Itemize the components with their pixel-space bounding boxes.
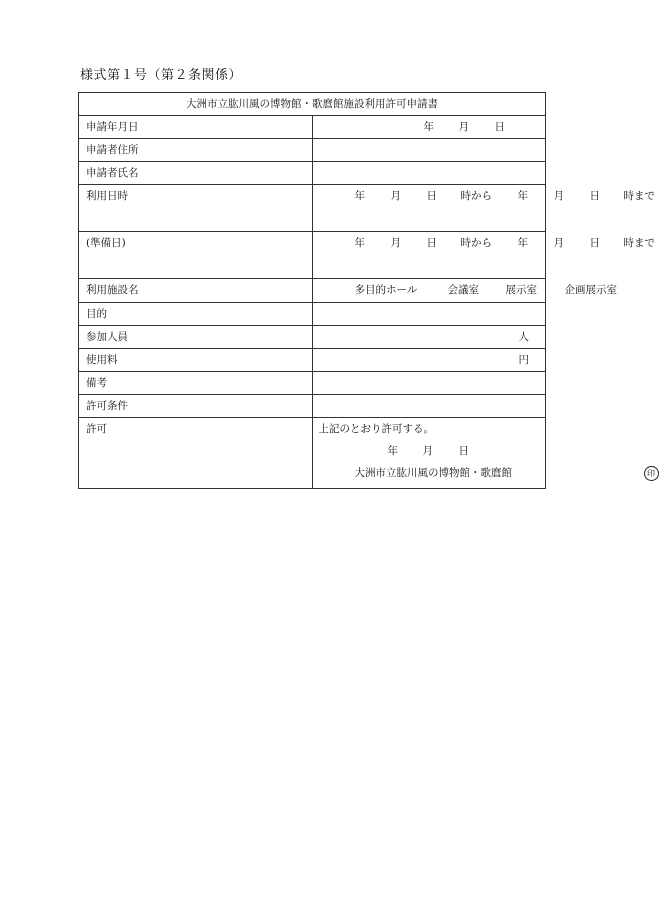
usage-to-year: 年 (517, 190, 528, 202)
name-row (79, 162, 546, 185)
facility-label: 利用施設名 (79, 279, 313, 303)
prep-to-year: 年 (517, 237, 528, 249)
usage-from-time: 時から (460, 190, 492, 202)
prep-to-time: 時まで (623, 237, 655, 249)
usage-datetime-label: 利用日時 (79, 185, 313, 232)
purpose-label: 目的 (79, 303, 313, 326)
conditions-field[interactable] (312, 395, 546, 418)
participants-unit: 人 (518, 331, 529, 343)
purpose-field[interactable] (312, 303, 546, 326)
title-row (79, 93, 546, 116)
prep-day-row (79, 232, 546, 279)
usage-from-year: 年 (354, 190, 365, 202)
name-label: 申請者氏名 (79, 162, 313, 185)
application-date-row (79, 116, 546, 139)
permission-year: 年 (387, 445, 398, 457)
permission-issuer: 大洲市立肱川風の博物館・歌麿館 (354, 467, 512, 479)
conditions-row (79, 395, 546, 418)
form-title: 大洲市立肱川風の博物館・歌麿館施設利用許可申請書 (79, 93, 546, 116)
usage-from-month: 月 (390, 190, 401, 202)
usage-to-month: 月 (553, 190, 564, 202)
prep-from-year: 年 (354, 237, 365, 249)
participants-row (79, 326, 546, 349)
permission-month: 月 (422, 445, 433, 457)
application-date-label: 申請年月日 (79, 116, 313, 139)
application-date-day: 日 (494, 121, 505, 133)
usage-from-day: 日 (426, 190, 437, 202)
usage-to-time: 時まで (623, 190, 655, 202)
facility-option-special-exhibition-room[interactable]: 企画展示室 (564, 284, 617, 296)
permission-label: 許可 (79, 418, 313, 489)
facility-field (312, 279, 617, 303)
prep-day-label: (準備日) (79, 232, 313, 279)
fee-field[interactable] (312, 349, 546, 372)
prep-day-field[interactable] (312, 232, 655, 279)
address-field[interactable] (312, 139, 546, 162)
usage-datetime-field[interactable] (312, 185, 655, 232)
participants-label: 参加人員 (79, 326, 313, 349)
permission-row (79, 418, 546, 489)
address-label: 申請者住所 (79, 139, 313, 162)
application-date-field[interactable] (312, 116, 546, 139)
usage-to-day: 日 (589, 190, 600, 202)
permission-statement: 上記のとおり許可する。 (318, 423, 434, 435)
facility-option-meeting-room[interactable]: 会議室 (447, 284, 479, 296)
participants-field[interactable] (312, 326, 546, 349)
purpose-row (79, 303, 546, 326)
prep-to-day: 日 (589, 237, 600, 249)
application-date-month: 月 (458, 121, 469, 133)
facility-row (79, 279, 546, 303)
prep-to-month: 月 (553, 237, 564, 249)
remarks-label: 備考 (79, 372, 313, 395)
permission-field (312, 418, 655, 489)
fee-label: 使用料 (79, 349, 313, 372)
seal-mark: 印 (644, 466, 659, 481)
application-form-table (78, 92, 655, 489)
remarks-row (79, 372, 546, 395)
remarks-field[interactable] (312, 372, 546, 395)
form-number: 様式第１号（第２条関係） (80, 68, 243, 83)
facility-option-exhibition-room[interactable]: 展示室 (505, 284, 537, 296)
conditions-label: 許可条件 (79, 395, 313, 418)
fee-unit: 円 (518, 354, 529, 366)
usage-datetime-row (79, 185, 546, 232)
name-field[interactable] (312, 162, 546, 185)
address-row (79, 139, 546, 162)
prep-from-day: 日 (426, 237, 437, 249)
fee-row (79, 349, 546, 372)
facility-option-multipurpose-hall[interactable]: 多目的ホール (354, 284, 418, 296)
prep-from-time: 時から (460, 237, 492, 249)
application-date-year: 年 (423, 121, 434, 133)
prep-from-month: 月 (390, 237, 401, 249)
permission-day: 日 (458, 445, 469, 457)
